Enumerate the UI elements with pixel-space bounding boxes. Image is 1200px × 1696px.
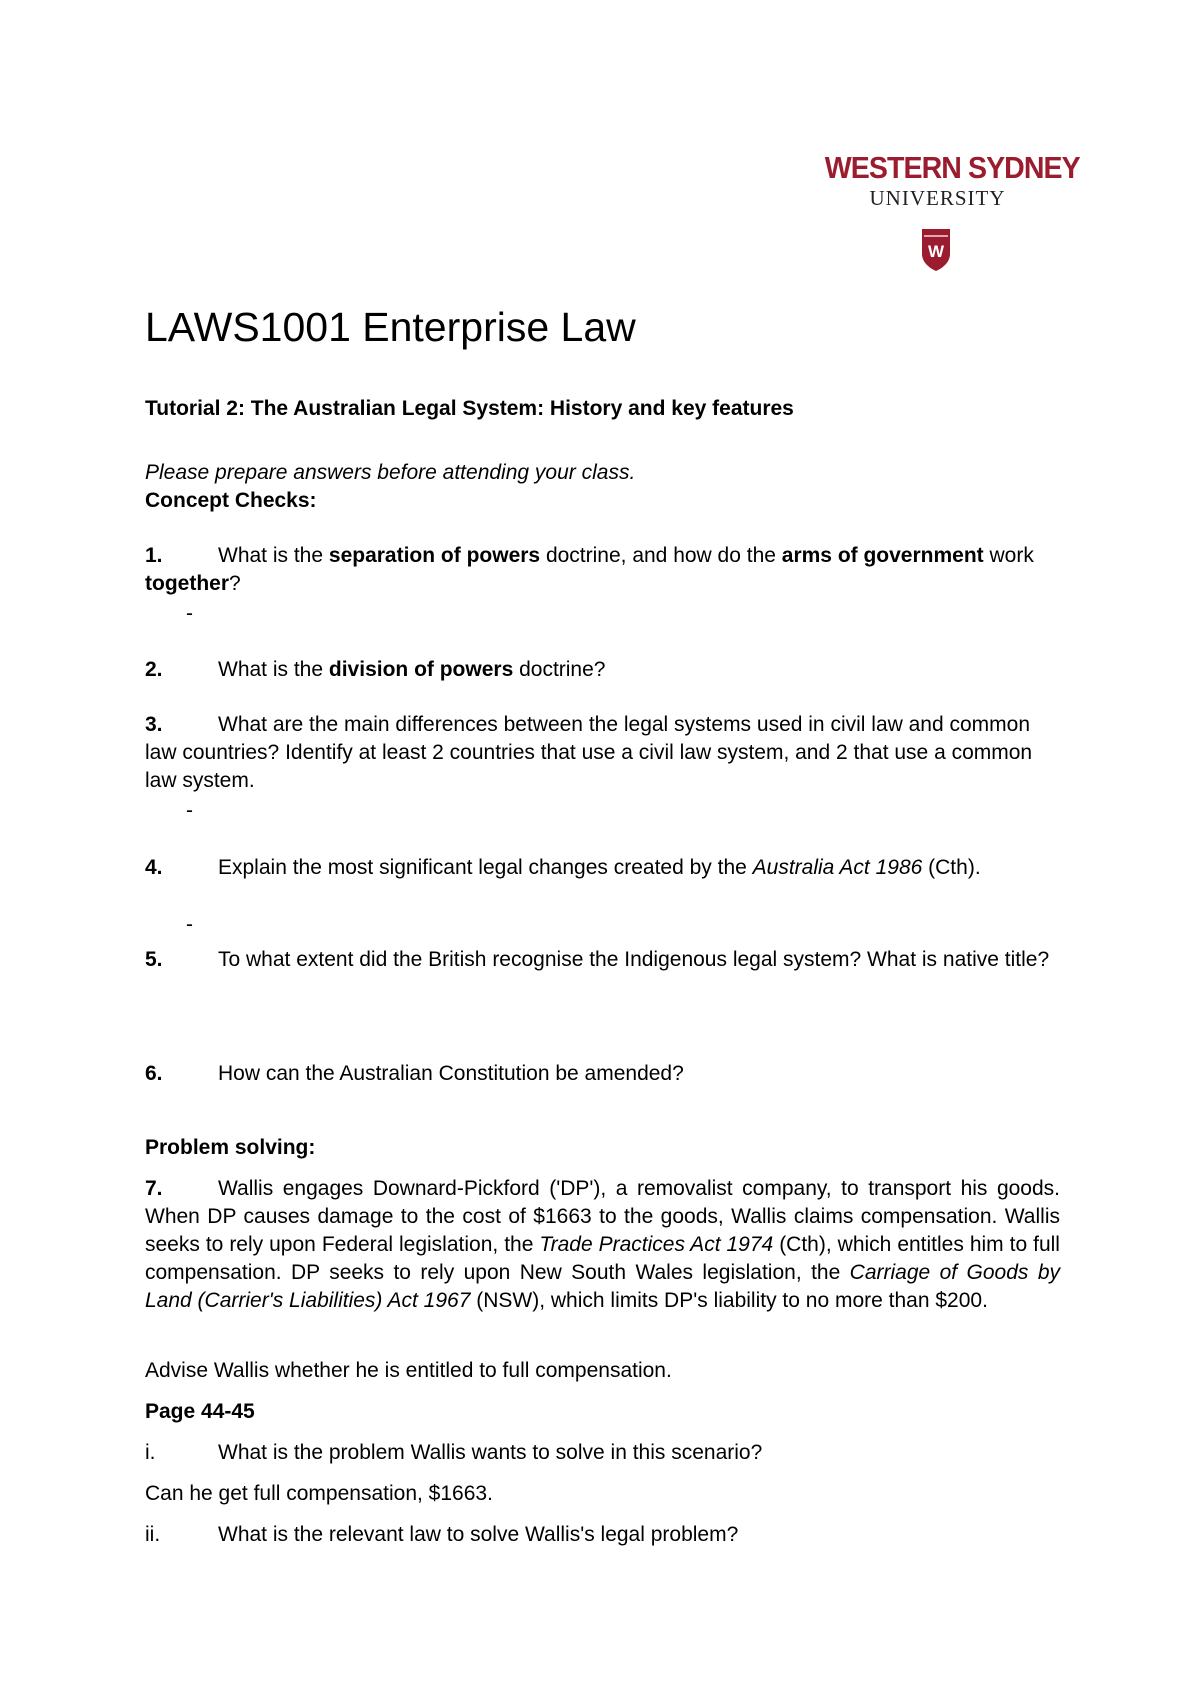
act-name: Carriage of Goods by Land (Carrier's Liabilities) Act 1967	[145, 1261, 1060, 1312]
question-text: doctrine?	[513, 658, 606, 681]
subtitle-text: Tutorial 2: The Australian Legal System: History and key features	[145, 397, 794, 420]
question-text: How can the Australian Constitution be amended?	[218, 1062, 684, 1085]
sub-question-text: What is the problem Wallis wants to solve in this scenario?	[218, 1441, 763, 1464]
question-text: What is the	[218, 658, 329, 681]
answer-i: Can he get full compensation, $1663.	[145, 1482, 493, 1505]
answer-dash: -	[186, 602, 193, 625]
university-logo	[815, 150, 1080, 275]
question-7	[145, 1175, 1060, 1315]
question-emphasis: together	[145, 572, 229, 595]
question-number: 2.	[145, 658, 163, 681]
question-number: 1.	[145, 544, 163, 567]
question-text: work	[983, 544, 1034, 567]
question-emphasis: arms of government	[781, 544, 984, 567]
question-3	[145, 711, 1060, 795]
question-4	[145, 854, 1060, 882]
question-6	[145, 1060, 1060, 1088]
sub-question-i	[145, 1439, 1060, 1467]
question-text: Explain the most significant legal changes created by the	[218, 856, 753, 879]
logo-wordmark-western-sydney: WESTERN SYDNEY	[824, 150, 1080, 185]
sub-question-number: i.	[145, 1441, 156, 1464]
question-text: (NSW), which limits DP's liability to no more than $200.	[470, 1289, 988, 1312]
question-number: 7.	[145, 1177, 163, 1200]
question-text: (Cth), which entitles him to full compensation. DP seeks to rely upon New South Wales legislation, the	[145, 1233, 1060, 1284]
act-name: Australia Act 1986	[752, 856, 923, 879]
question-emphasis: separation of powers	[328, 544, 541, 567]
sub-question-ii	[145, 1521, 1060, 1549]
page-reference: Page 44-45	[145, 1400, 255, 1423]
question-text: What are the main differences between the legal systems used in civil law and common law countries? Identify at least 2 countries that use a civil law system, and 2 that use a common law system.	[145, 713, 1033, 792]
question-5	[145, 946, 1060, 974]
question-text: What is the	[218, 544, 329, 567]
question-text: ?	[229, 572, 241, 595]
question-number: 4.	[145, 856, 163, 879]
shield-letter: W	[927, 242, 945, 261]
sub-question-number: ii.	[145, 1523, 161, 1546]
question-emphasis: division of powers	[328, 658, 514, 681]
question-number: 6.	[145, 1062, 163, 1085]
question-1	[145, 542, 1060, 598]
question-text: (Cth).	[922, 856, 981, 879]
question-2	[145, 656, 1060, 684]
answer-dash: -	[186, 799, 193, 822]
question-number: 3.	[145, 713, 163, 736]
answer-dash: -	[186, 913, 193, 936]
question-text: To what extent did the British recognise the Indigenous legal system? What is native title?	[218, 948, 1050, 971]
question-text: Wallis engages Downard-Pickford ('DP'), a removalist company, to transport his goods. When DP causes damage to the cost of $1663 to the goods, Wallis claims compensation. Wallis seeks to rely upon Federal legislation, the	[145, 1177, 1060, 1256]
problem-solving-heading: Problem solving:	[145, 1136, 316, 1159]
concept-checks-heading: Concept Checks:	[145, 489, 317, 512]
act-name: Trade Practices Act 1974	[539, 1233, 774, 1256]
tutorial-subtitle	[145, 395, 1060, 423]
question-number: 5.	[145, 948, 163, 971]
shield-icon	[921, 228, 951, 272]
instruction-text: Please prepare answers before attending your class.	[145, 461, 636, 484]
sub-question-text: What is the relevant law to solve Wallis's legal problem?	[218, 1523, 739, 1546]
advise-text: Advise Wallis whether he is entitled to full compensation.	[145, 1359, 672, 1382]
page-title: LAWS1001 Enterprise Law	[145, 304, 636, 350]
logo-wordmark-university: UNIVERSITY	[869, 186, 1006, 210]
question-text: doctrine, and how do the	[540, 544, 782, 567]
